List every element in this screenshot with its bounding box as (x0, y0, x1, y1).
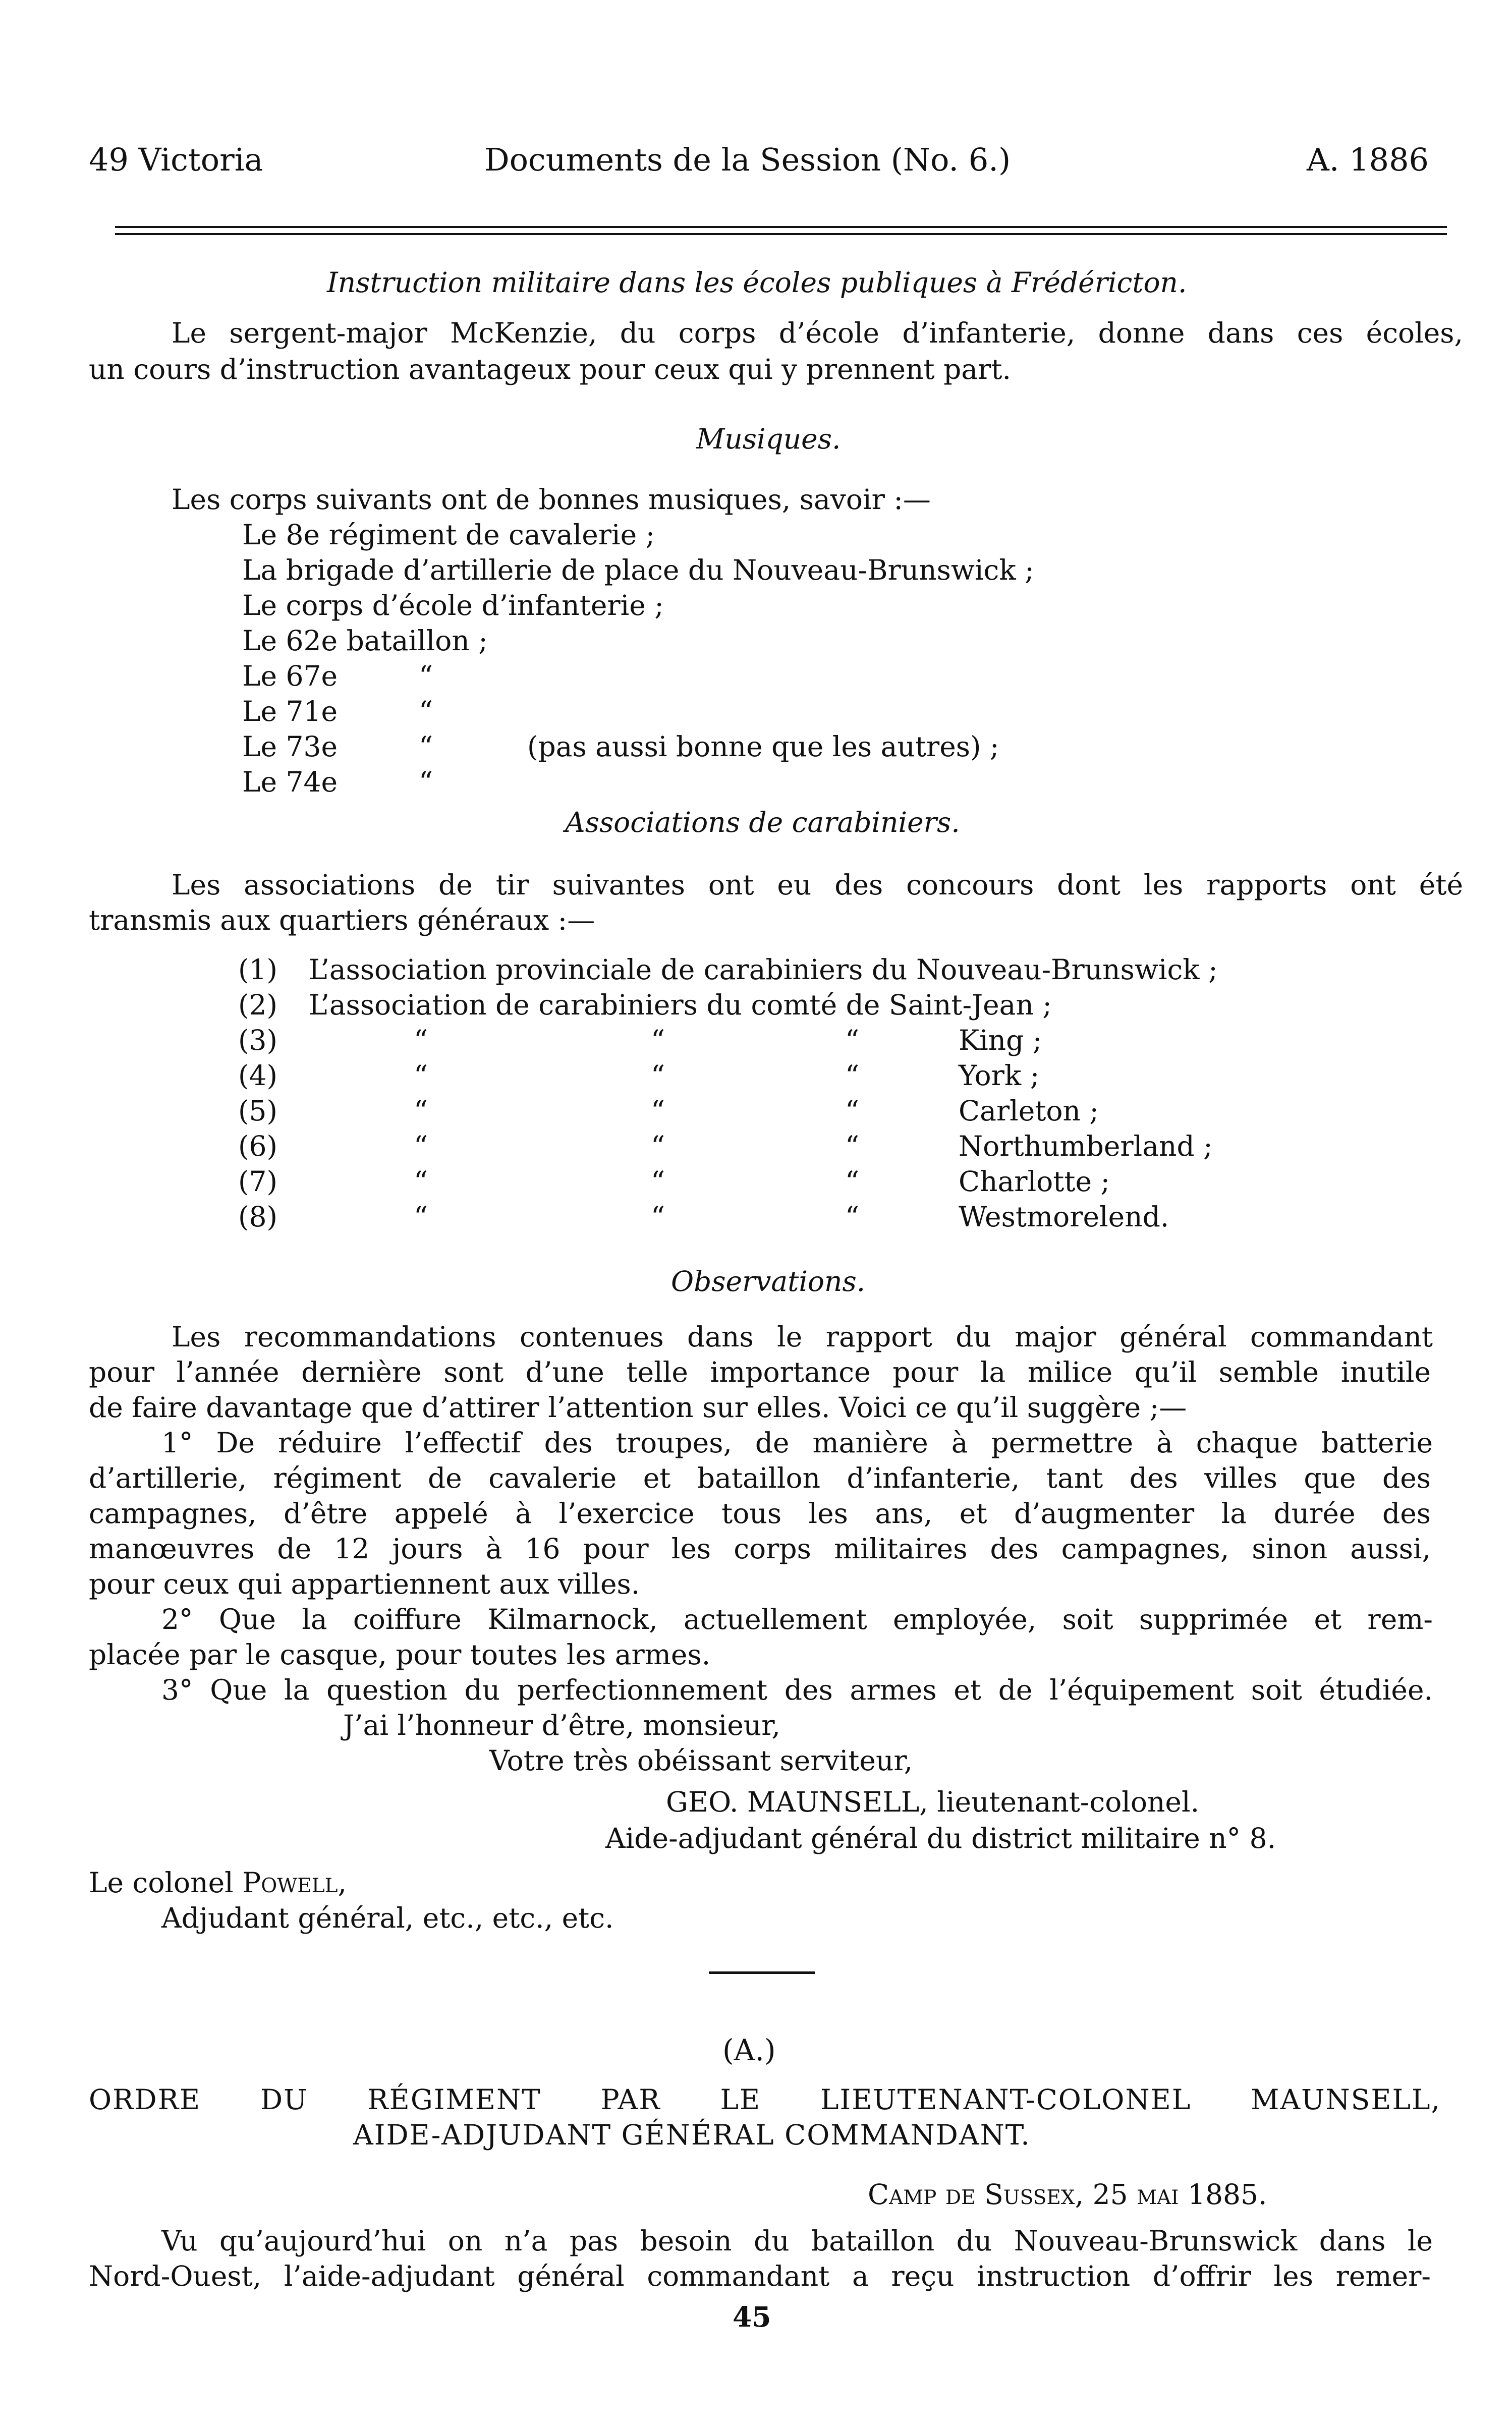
observations-heading: Observations. (671, 1265, 866, 1297)
rifle-line-2: transmis aux quartiers généraux :— (89, 904, 595, 936)
header-center: Documents de la Session (No. 6.) (484, 141, 1011, 178)
section-a-title-2: AIDE-ADJUDANT GÉNÉRAL COMMANDANT. (353, 2119, 1031, 2151)
rifle-num: (6) (238, 1130, 277, 1162)
ditto-mark: “ (845, 1059, 860, 1092)
ditto-mark: “ (651, 1201, 665, 1233)
ditto-mark: “ (651, 1024, 665, 1056)
dateline: Camp de Sussex, 25 mai 1885. (868, 2178, 1267, 2211)
obs-line: campagnes, d’être appelé à l’exercice tous les ans, et d’augmenter la durée des (89, 1497, 1431, 1530)
music-ditto-label: Le 74e (242, 766, 338, 798)
ditto-mark: “ (651, 1095, 665, 1127)
section-a-line: Nord-Ouest, l’aide-adjudant général commandant a reçu instruction d’offrir les remer- (89, 2260, 1431, 2292)
closing-honour: J’ai l’honneur d’être, monsieur, (343, 1709, 780, 1741)
page-number: 45 (733, 2300, 771, 2333)
county-name: Charlotte ; (959, 1165, 1110, 1198)
music-item: Le corps d’école d’infanterie ; (242, 589, 664, 622)
section-a-label: (A.) (722, 2033, 776, 2067)
music-heading: Musiques. (696, 423, 841, 455)
ditto-mark: “ (845, 1130, 860, 1162)
military-line-2: un cours d’instruction avantageux pour ceux qui y prennent part. (89, 353, 1011, 385)
music-item: La brigade d’artillerie de place du Nouveau-Brunswick ; (242, 554, 1034, 586)
rifle-num: (8) (238, 1201, 277, 1233)
obs-line: pour ceux qui appartiennent aux villes. (89, 1568, 640, 1600)
header-left: 49 Victoria (89, 141, 263, 178)
music-item: Le 62e bataillon ; (242, 625, 488, 657)
ditto-mark: “ (419, 695, 433, 727)
header-right: A. 1886 (1307, 141, 1429, 178)
ditto-mark: “ (414, 1024, 428, 1056)
obs-line: pour l’année dernière sont d’une telle importance pour la milice qu’il semble inutile (89, 1356, 1431, 1388)
ditto-mark: “ (414, 1059, 428, 1092)
ditto-mark: “ (419, 730, 433, 763)
county-name: Northumberland ; (959, 1130, 1213, 1162)
music-ditto-label: Le 73e (242, 730, 338, 763)
obs-line: 3° Que la question du perfectionnement des armes et de l’équipement soit étudiée. (161, 1674, 1433, 1706)
obs-line: 2° Que la coiffure Kilmarnock, actuellement employée, soit supprimée et rem- (161, 1603, 1433, 1635)
rifle-item-text: L’association provinciale de carabiniers du Nouveau-Brunswick ; (309, 953, 1218, 986)
county-name: Carleton ; (959, 1095, 1099, 1127)
signature: GEO. MAUNSELL, lieutenant-colonel. (666, 1786, 1200, 1818)
ditto-mark: “ (845, 1095, 860, 1127)
music-note: (pas aussi bonne que les autres) ; (527, 730, 999, 763)
music-intro: Les corps suivants ont de bonnes musiques, savoir :— (172, 483, 931, 516)
rifle-num: (5) (238, 1095, 277, 1127)
ditto-mark: “ (651, 1059, 665, 1092)
obs-line: placée par le casque, pour toutes les armes. (89, 1639, 711, 1671)
addressee-name: Powell, (242, 1867, 347, 1899)
header-rule-bottom (115, 233, 1447, 235)
section-a-title-1: ORDRE DU RÉGIMENT PAR LE LIEUTENANT-COLONEL MAUNSELL, (89, 2083, 1441, 2116)
military-heading: Instruction militaire dans les écoles publiques à Frédéricton. (327, 266, 1187, 299)
ditto-mark: “ (419, 766, 433, 798)
ditto-mark: “ (419, 660, 433, 692)
ditto-mark: “ (414, 1095, 428, 1127)
rifle-num: (3) (238, 1024, 277, 1056)
addressee-prefix: Le colonel (89, 1867, 243, 1899)
music-ditto-label: Le 67e (242, 660, 338, 692)
ditto-mark: “ (845, 1201, 860, 1233)
ditto-mark: “ (845, 1165, 860, 1198)
music-ditto-label: Le 71e (242, 695, 338, 727)
ditto-mark: “ (414, 1201, 428, 1233)
signature-title: Aide-adjudant général du district militaire n° 8. (605, 1822, 1276, 1854)
rifle-num: (4) (238, 1059, 277, 1092)
county-name: King ; (959, 1024, 1042, 1056)
addressee (89, 1867, 347, 1899)
closing-servant: Votre très obéissant serviteur, (489, 1744, 913, 1777)
rifle-num: (7) (238, 1165, 277, 1198)
ditto-mark: “ (651, 1165, 665, 1198)
rifle-item-text: L’association de carabiniers du comté de Saint-Jean ; (309, 989, 1052, 1021)
section-a-line: Vu qu’aujourd’hui on n’a pas besoin du bataillon du Nouveau-Brunswick dans le (161, 2225, 1433, 2257)
rifle-num: (2) (238, 989, 277, 1021)
military-line-1: Le sergent-major McKenzie, du corps d’école d’infanterie, donne dans ces écoles, (172, 317, 1463, 349)
section-divider (709, 1971, 815, 1974)
obs-line: manœuvres de 12 jours à 16 pour les corps militaires des campagnes, sinon aussi, (89, 1533, 1431, 1565)
obs-line: 1° De réduire l’effectif des troupes, de manière à permettre à chaque batterie (161, 1427, 1433, 1459)
obs-line: de faire davantage que d’attirer l’attention sur elles. Voici ce qu’il suggère ;— (89, 1391, 1187, 1424)
rifle-line-1: Les associations de tir suivantes ont eu des concours dont les rapports ont été (172, 869, 1463, 901)
ditto-mark: “ (651, 1130, 665, 1162)
music-item: Le 8e régiment de cavalerie ; (242, 519, 655, 551)
ditto-mark: “ (414, 1130, 428, 1162)
rifle-num: (1) (238, 953, 277, 986)
county-name: Westmorelend. (959, 1201, 1169, 1233)
obs-line: d’artillerie, régiment de cavalerie et bataillon d’infanterie, tant des villes que des (89, 1462, 1431, 1494)
county-name: York ; (959, 1059, 1040, 1092)
ditto-mark: “ (845, 1024, 860, 1056)
header-rule-top (115, 226, 1447, 228)
rifle-heading: Associations de carabiniers. (565, 806, 960, 838)
ditto-mark: “ (414, 1165, 428, 1198)
addressee-title: Adjudant général, etc., etc., etc. (161, 1902, 614, 1934)
obs-line: Les recommandations contenues dans le rapport du major général commandant (172, 1321, 1433, 1353)
